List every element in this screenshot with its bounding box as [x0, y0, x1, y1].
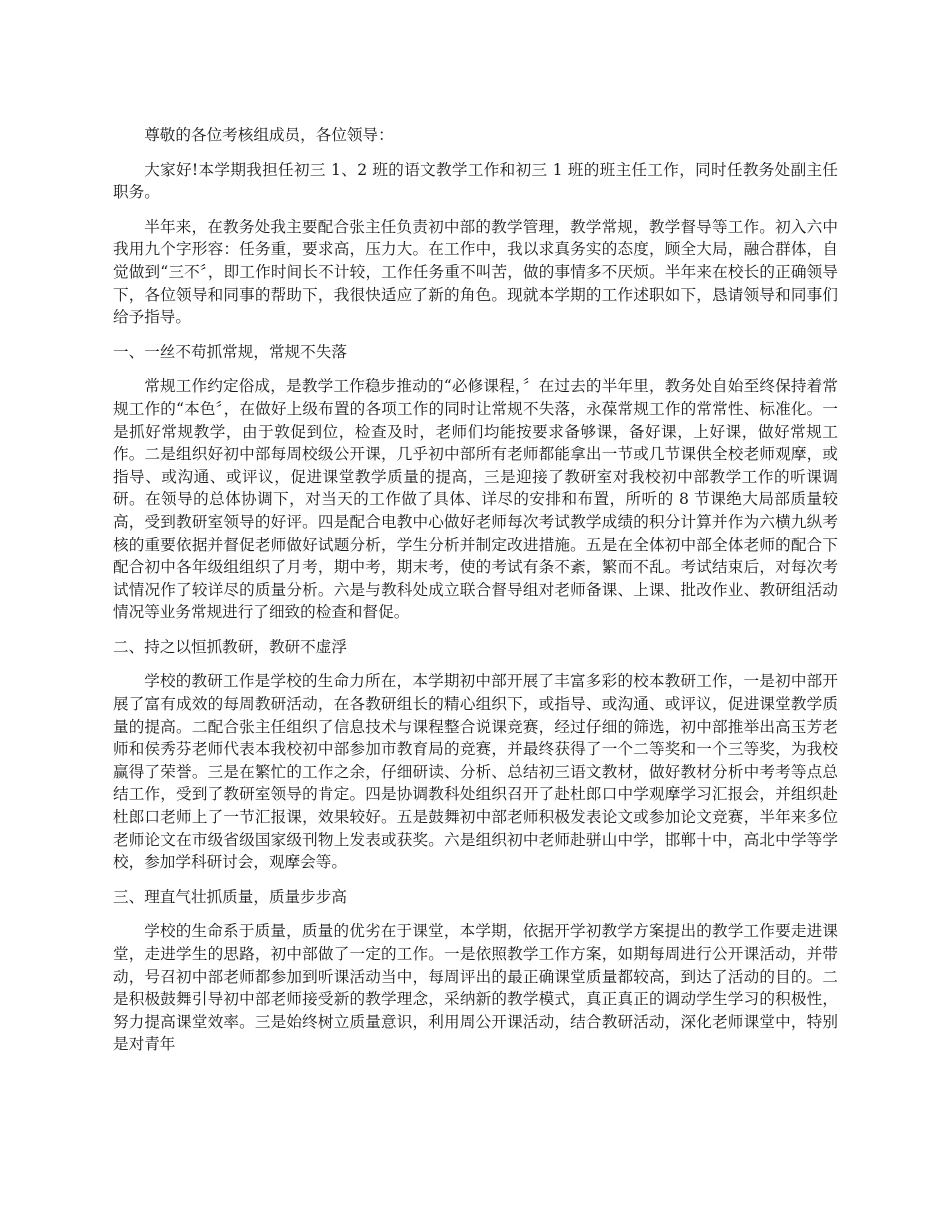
section-body-1: 常规工作约定俗成，是教学工作稳步推动的“必修课程，〞在过去的半年里，教务处自始至终保持着常规工作的“本色〞，在做好上级布置的各项工作的同时让常规不失落，永葆常规工作的常常性、标准化。一是抓好常规教学，由于敦促到位，检查及时，老师们均能按要求备够课，备好课，上好课，做好常规工作。二是组织好初中部每周校级公开课，几乎初中部所有老师都能拿出一节或几节课供全校老师观摩，或指导、或沟通、或评议，促进课堂教学质量的提高，三是迎接了教研室对我校初中部教学工作的听课调研。在领导的总体协调下，对当天的工作做了具体、详尽的安排和布置，所听的 8 节课绝大局部质量较高，受到教研室领导的好评。四是配合电教中心做好老师每次考试教学成绩的积分计算并作为六横九纵考核的重要依据并督促老师做好试题分析，学生分析并制定改进措施。五是在全体初中部全体老师的配合下配合初中各年级组组织了月考，期中考，期末考，使的考试有条不紊，繁而不乱。考试结束后，对每次考试情况作了较详尽的质量分析。六是与教科处成立联合督导组对老师备课、上课、批改作业、教研组活动情况等业务常规进行了细致的检查和督促。: [113, 377, 838, 622]
intro-paragraph-2: 半年来，在教务处我主要配合张主任负责初中部的教学管理，教学常规，教学督导等工作。初入六中我用九个字形容：任务重，要求高，压力大。在工作中，我以求真务实的态度，顾全大局，融合群体，自觉做到“三不〞，即工作时间长不计较，工作任务重不叫苦，做的事情多不厌烦。半年来在校长的正确领导下，各位领导和同事的帮助下，我很快适应了新的角色。现就本学期的工作述职如下，恳请领导和同事们给予指导。: [113, 217, 838, 327]
section-body-3: 学校的生命系于质量，质量的优劣在于课堂，本学期，依据开学初教学方案提出的教学工作要走进课堂，走进学生的思路，初中部做了一定的工作。一是依照教学工作方案，如期每周进行公开课活动，并带动，号召初中部老师都参加到听课活动当中，每周评出的最正确课堂质量都较高，到达了活动的目的。二是积极鼓舞引导初中部老师接受新的教学理念，采纳新的教学模式，真正真正的调动学生学习的积极性，努力提高课堂效率。三是始终树立质量意识，利用周公开课活动，结合教研活动，深化老师课堂中，特别是对青年: [113, 922, 838, 1054]
section-heading-2: 二、持之以恒抓教研，教研不虚浮: [113, 637, 347, 656]
section-heading-1: 一、一丝不苟抓常规，常规不失落: [113, 342, 347, 361]
salutation: 尊敬的各位考核组成员，各位领导：: [144, 126, 394, 144]
section-heading-3: 三、理直气壮抓质量，质量步步高: [113, 887, 347, 906]
section-body-2: 学校的教研工作是学校的生命力所在，本学期初中部开展了丰富多彩的校本教研工作，一是初中部开展了富有成效的每周教研活动，在各教研组长的精心组织下，或指导、或沟通、或评议，促进课堂教学质量的提高。二配合张主任组织了信息技术与课程整合说课竞赛，经过仔细的筛选，初中部推举出高玉芳老师和侯秀芬老师代表本我校初中部参加市教育局的竞赛，并最终获得了一个二等奖和一个三等奖，为我校赢得了荣誉。三是在繁忙的工作之余，仔细研读、分析、总结初三语文教材，做好教材分析中考考等点总结工作，受到了教研室领导的肯定。四是协调教科处组织召开了赴杜郎口中学观摩学习汇报会，并组织赴杜郎口老师上了一节汇报课，效果较好。五是鼓舞初中部老师积极发表论文或参加论文竞赛，半年来多位老师论文在市级省级国家级刊物上发表或获奖。六是组织初中老师赴骈山中学，邯郸十中，高北中学等学校，参加学科研讨会，观摩会等。: [113, 672, 838, 872]
document-page: [113, 124, 838, 1068]
intro-paragraph-1: 大家好!本学期我担任初三 1、2 班的语文教学工作和初三 1 班的班主任工作，同时任教务处副主任职务。: [113, 160, 838, 202]
